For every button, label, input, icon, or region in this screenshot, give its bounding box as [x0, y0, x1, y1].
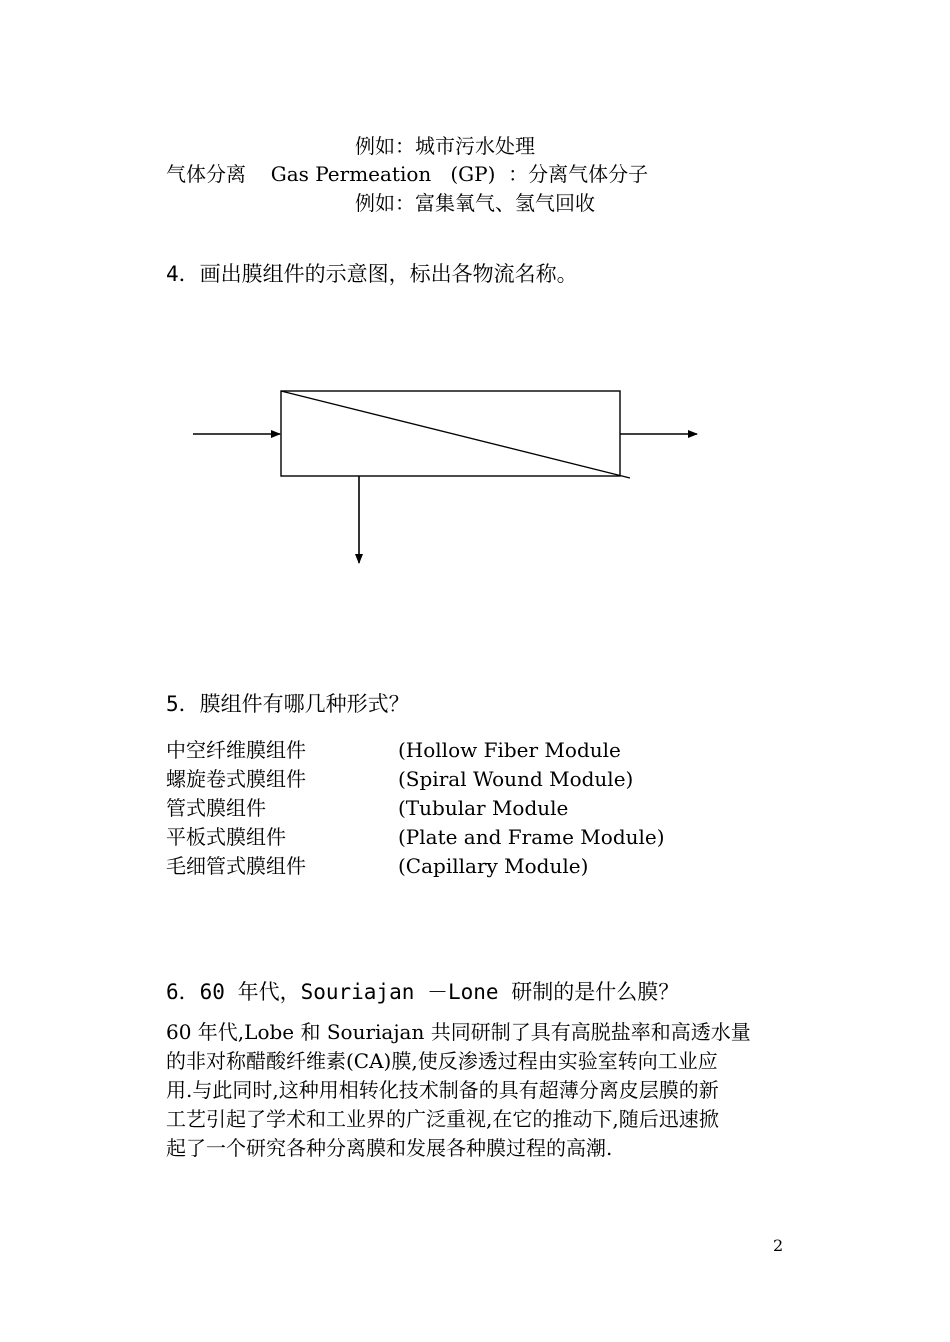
- module-cn: 管式膜组件: [166, 796, 266, 820]
- page-number: 2: [773, 1236, 784, 1255]
- answer-line: 用.与此同时,这种用相转化技术制备的具有超薄分离皮层膜的新: [166, 1078, 719, 1102]
- module-en: (Plate and Frame Module): [398, 825, 665, 849]
- answer-line: 60 年代,Lobe 和 Souriajan 共同研制了具有高脱盐率和高透水量: [166, 1020, 751, 1044]
- answer-line: 工艺引起了学术和工业界的广泛重视,在它的推动下,随后迅速掀: [166, 1107, 719, 1131]
- example-wastewater: 例如：城市污水处理: [355, 134, 535, 158]
- answer-line: 的非对称醋酸纤维素(CA)膜,使反渗透过程由实验室转向工业应: [166, 1049, 718, 1073]
- module-en: (Tubular Module: [398, 796, 569, 820]
- example-oxygen-hydrogen: 例如：富集氧气、氢气回收: [355, 191, 595, 215]
- membrane-line: [281, 391, 630, 478]
- question-5-title: 5．膜组件有哪几种形式？: [166, 692, 410, 716]
- gas-permeation-cn: 气体分离: [166, 162, 246, 186]
- answer-line: 起了一个研究各种分离膜和发展各种膜过程的高潮.: [166, 1136, 613, 1160]
- gas-permeation-en: Gas Permeation (GP) ：分离气体分子: [270, 162, 649, 186]
- question-4-title: 4．画出膜组件的示意图，标出各物流名称。: [166, 262, 578, 286]
- module-en: (Capillary Module): [398, 854, 589, 878]
- module-cn: 中空纤维膜组件: [166, 738, 306, 762]
- module-cn: 螺旋卷式膜组件: [166, 767, 306, 791]
- module-en: (Spiral Wound Module): [398, 767, 634, 791]
- module-cn: 毛细管式膜组件: [166, 854, 306, 878]
- question-6-answer: [166, 1018, 786, 1163]
- module-cn: 平板式膜组件: [166, 825, 286, 849]
- question-6-title: 6．60 年代，Souriajan －Lone 研制的是什么膜？: [166, 980, 680, 1004]
- module-en: (Hollow Fiber Module: [398, 738, 621, 762]
